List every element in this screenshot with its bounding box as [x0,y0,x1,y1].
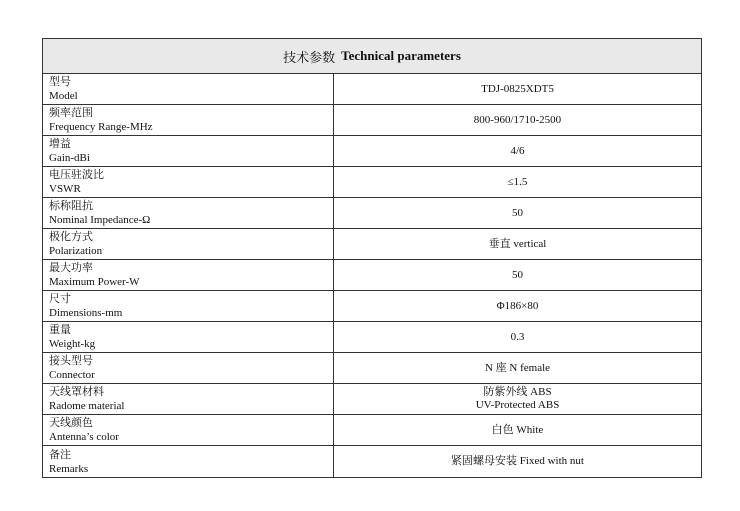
value-cell [334,105,701,135]
table-row [43,136,701,167]
param-value: ≤1.5 [507,175,528,188]
value-cell [334,415,701,445]
param-name-en: Model [49,90,78,102]
value-cell [334,167,701,197]
technical-parameters-table [42,38,702,478]
param-cell [43,136,334,166]
param-value: 4/6 [510,144,525,157]
table-row [43,260,701,291]
value-cell [334,229,701,259]
value-cell [334,291,701,321]
table-row [43,105,701,136]
value-cell [334,74,701,104]
param-cell [43,105,334,135]
param-name-cn: 型号 [49,76,71,88]
table-row [43,384,701,415]
param-name-cn: 备注 [49,448,71,461]
param-cell [43,353,334,383]
table-row [43,229,701,260]
param-name-en: Frequency Range-MHz [49,121,153,133]
param-value: Φ186×80 [496,299,539,312]
param-name-cn: 最大功率 [49,262,93,274]
param-name-en: Polarization [49,245,103,257]
param-value: 紧固螺母安装 Fixed with nut [451,455,584,467]
param-name-cn: 标称阻抗 [49,200,93,212]
param-cell [43,384,334,414]
param-value: 防紫外线 ABS [483,386,552,398]
value-cell [334,260,701,290]
param-name-cn: 电压驻波比 [49,169,104,181]
param-name-en: Antenna’s color [49,431,119,443]
param-value-line2: UV-Protected ABS [475,399,560,411]
param-value: 800-960/1710-2500 [473,113,562,126]
param-name-en: Weight-kg [49,338,96,350]
value-cell [334,353,701,383]
param-name-en: Gain-dBi [49,152,90,164]
table-header [43,39,701,74]
value-cell [334,136,701,166]
param-name-en: Maximum Power-W [49,276,140,288]
param-name-cn: 接头型号 [49,355,93,367]
table-row [43,322,701,353]
param-name-cn: 频率范围 [49,107,93,119]
param-cell [43,446,334,477]
table-row [43,291,701,322]
param-name-en: Nominal Impedance-Ω [49,214,151,226]
param-name-cn: 极化方式 [49,231,93,243]
param-value: 50 [512,206,523,219]
param-value: 50 [512,268,523,281]
param-value: N 座 N female [484,361,551,374]
header-title-en: Technical parameters [341,48,461,63]
table-row [43,198,701,229]
param-cell [43,322,334,352]
param-name-en: VSWR [49,183,81,195]
param-value: 垂直 vertical [488,237,547,250]
param-cell [43,167,334,197]
param-name-en: Connector [49,369,95,381]
value-cell [334,322,701,352]
param-value: 0.3 [510,330,525,343]
param-name-en: Radome material [49,400,125,412]
table-row [43,74,701,105]
param-name-cn: 尺寸 [49,293,71,305]
param-name-cn: 重量 [49,324,71,336]
param-cell [43,260,334,290]
param-cell [43,198,334,228]
param-name-en: Remarks [49,462,89,475]
param-name-cn: 天线颜色 [49,417,93,429]
param-value: 白色 White [491,423,544,436]
header-title-cn: 技术参数 [283,49,336,65]
table-row [43,353,701,384]
param-name-en: Dimensions-mm [49,307,123,319]
table-row [43,446,701,477]
param-cell [43,74,334,104]
param-cell [43,229,334,259]
table-row [43,415,701,446]
param-name-cn: 增益 [49,138,71,150]
value-cell [334,384,701,414]
param-value: TDJ-0825XDT5 [481,82,554,95]
param-name-cn: 天线罩材料 [49,386,104,398]
table-row [43,167,701,198]
param-cell [43,291,334,321]
value-cell [334,198,701,228]
param-cell [43,415,334,445]
value-cell [334,446,701,477]
